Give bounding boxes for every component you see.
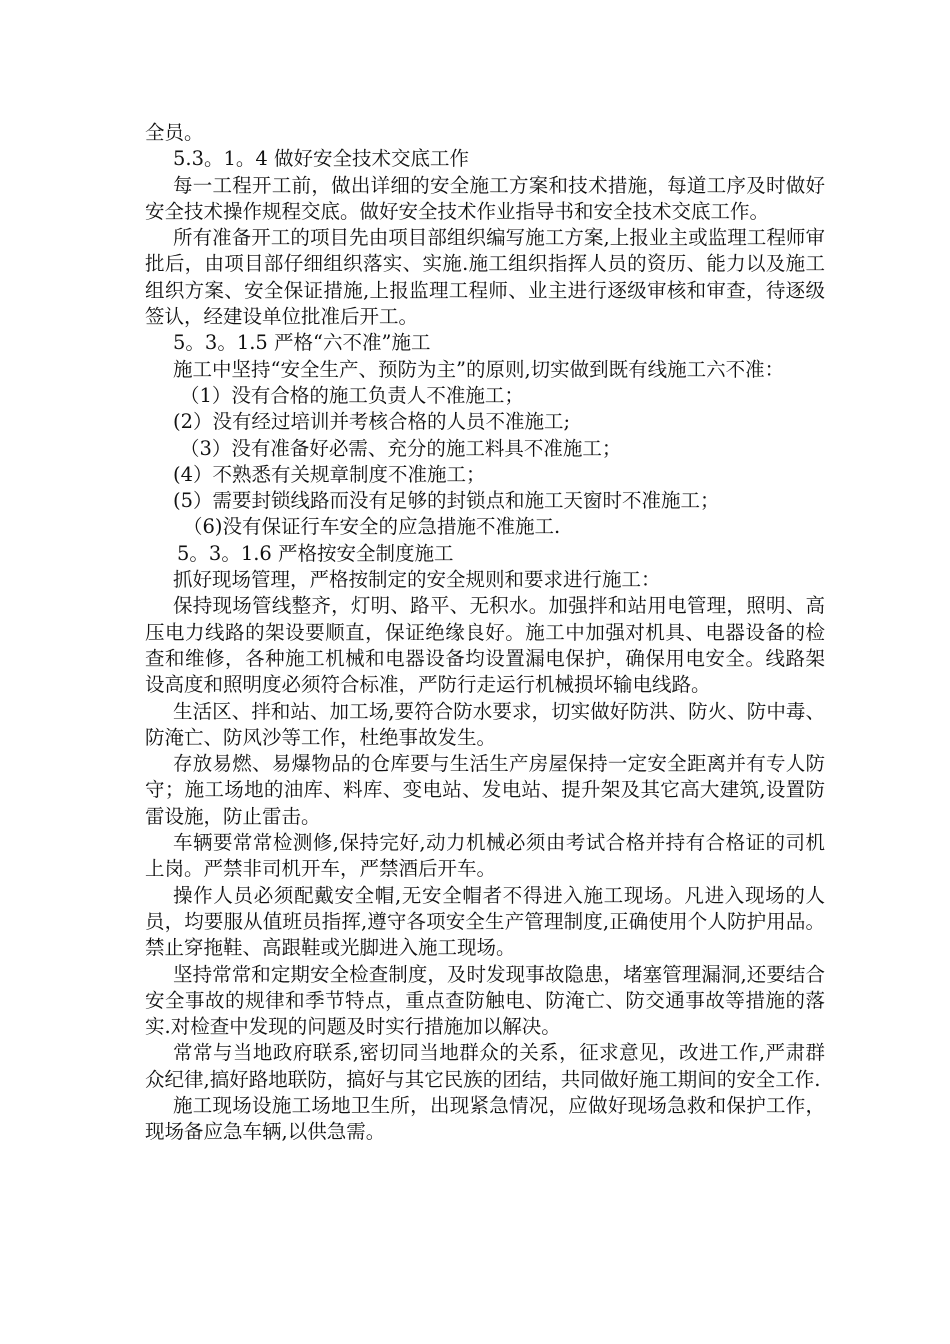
section-heading: 5。3。1.5 严格“六不准”施工 <box>173 331 431 355</box>
list-item: （3）没有准备好必需、充分的施工料具不准施工； <box>180 436 622 460</box>
list-item: （1）没有合格的施工负责人不准施工； <box>180 383 524 407</box>
paragraph: 车辆要常常检测修,保持完好,动力机械必须由考试合格并持有合格证的司机上岗。严禁非司机开车，严禁酒后开车。 <box>145 831 825 881</box>
paragraph: 每一工程开工前，做出详细的安全施工方案和技术措施，每道工序及时做好安全技术操作规程交底。做好安全技术作业指导书和安全技术交底工作。 <box>145 173 825 223</box>
list-item: （6)没有保证行车安全的应急措施不准施工. <box>183 515 561 539</box>
paragraph: 生活区、拌和站、加工场,要符合防水要求，切实做好防洪、防火、防中毒、防淹亡、防风沙等工作，杜绝事故发生。 <box>145 699 825 749</box>
paragraph: 施工现场设施工场地卫生所，出现紧急情况，应做好现场急救和保护工作，现场备应急车辆,以供急需。 <box>145 1093 825 1144</box>
paragraph: 操作人员必须配戴安全帽,无安全帽者不得进入施工现场。凡进入现场的人员，均要服从值班员指挥,遵守各项安全生产管理制度,正确使用个人防护用品。禁止穿拖鞋、高跟鞋或光脚进入施工现场。 <box>145 883 825 960</box>
paragraph: 抓好现场管理，严格按制定的安全规则和要求进行施工： <box>173 568 661 592</box>
paragraph: 所有准备开工的项目先由项目部组织编写施工方案,上报业主或监理工程师审批后，由项目部仔细组织落实、实施.施工组织指挥人员的资历、能力以及施工组织方案、安全保证措施,上报监理工程师、业主进行逐级审核和审查，待逐级签认，经建设单位批准后开工。 <box>145 226 825 329</box>
paragraph: 常常与当地政府联系,密切同当地群众的关系，征求意见，改进工作,严肃群众纪律,搞好路地联防，搞好与其它民族的团结，共同做好施工期间的安全工作. <box>145 1041 825 1091</box>
list-item: (4）不熟悉有关规章制度不准施工； <box>173 462 486 486</box>
paragraph: 施工中坚持“安全生产、预防为主”的原则,切实做到既有线施工六不准： <box>173 357 785 381</box>
section-heading: 5。3。1.6 严格按安全制度施工 <box>177 541 454 565</box>
list-item: (2）没有经过培训并考核合格的人员不准施工; <box>173 410 571 434</box>
list-item: (5）需要封锁线路而没有足够的封锁点和施工天窗时不准施工； <box>173 489 720 513</box>
paragraph: 坚持常常和定期安全检查制度，及时发现事故隐患，堵塞管理漏洞,还要结合安全事故的规律和季节特点，重点查防触电、防淹亡、防交通事故等措施的落实.对检查中发现的问题及时实行措施加以解决。 <box>145 962 825 1039</box>
paragraph: 保持现场管线整齐，灯明、路平、无积水。加强拌和站用电管理，照明、高压电力线路的架设要顺直，保证绝缘良好。施工中加强对机具、电器设备的检查和维修，各种施工机械和电器设备均设置漏电保护，确保用电安全。线路架设高度和照明度必须符合标准，严防行走运行机械损坏输电线路。 <box>145 594 825 697</box>
section-heading: 5.3。1。4 做好安全技术交底工作 <box>173 147 470 171</box>
paragraph: 全员。 <box>145 121 204 144</box>
document-body <box>145 120 825 1146</box>
paragraph: 存放易燃、易爆物品的仓库要与生活生产房屋保持一定安全距离并有专人防守；施工场地的油库、料库、变电站、发电站、提升架及其它高大建筑,设置防雷设施，防止雷击。 <box>145 752 825 828</box>
